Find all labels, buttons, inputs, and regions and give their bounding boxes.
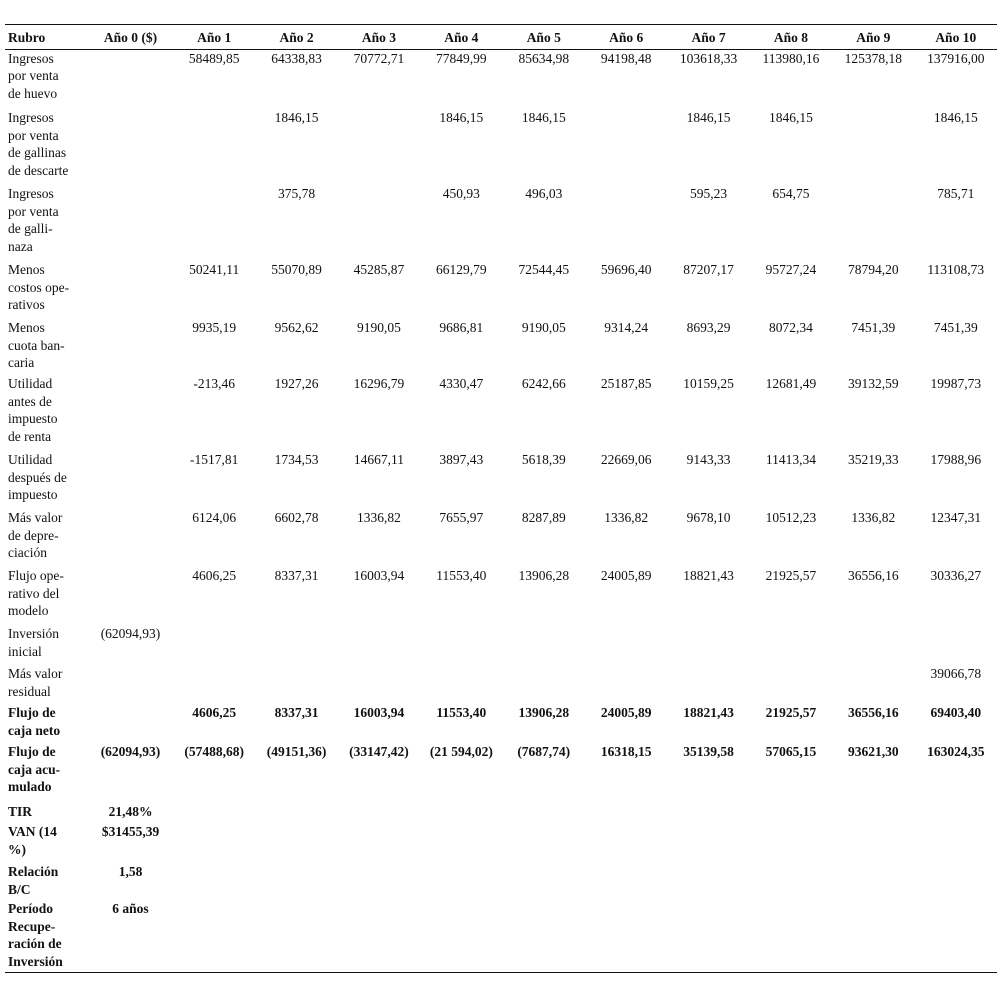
cell-year-6	[585, 109, 667, 185]
table-row	[5, 451, 997, 509]
cell-year-0	[88, 319, 173, 375]
cell-year-9: 36556,16	[848, 568, 899, 583]
row-label-line: Flujo ope-	[8, 568, 64, 583]
row-label-line: caja neto	[8, 722, 61, 738]
cell-year-4	[420, 900, 502, 972]
cell-year-7: 18821,43	[683, 568, 734, 583]
row-label	[5, 567, 88, 625]
cell-year-3	[338, 863, 420, 900]
row-label-line: impuesto	[8, 411, 58, 426]
cell-year-3: (33147,42)	[349, 744, 409, 759]
cell-year-1: 4606,25	[192, 568, 237, 583]
cell-year-10	[915, 900, 997, 972]
cell-year-2	[255, 863, 337, 900]
table-header-row	[5, 25, 997, 50]
cell-year-5	[503, 625, 585, 665]
cell-year-7: 35139,58	[683, 744, 734, 759]
cell-year-3: 1336,82	[357, 510, 401, 525]
table-row	[5, 823, 997, 863]
cell-year-3	[338, 185, 420, 261]
row-label-line: VAN (14	[8, 824, 57, 839]
cell-year-4: 77849,99	[436, 50, 487, 66]
row-label-line: cuota ban-	[8, 337, 65, 353]
cell-year-3	[338, 803, 420, 823]
row-label-line: de renta	[8, 428, 52, 444]
cell-year-10: 39066,78	[930, 666, 982, 681]
cell-year-4: 7655,97	[439, 510, 484, 525]
cell-year-6	[585, 863, 667, 900]
table-body	[5, 49, 997, 972]
cell-year-7: 595,23	[689, 186, 728, 201]
cell-year-3	[338, 823, 420, 863]
cell-year-10: 17988,96	[930, 452, 982, 467]
column-header-2: Año 2	[255, 25, 337, 50]
cell-year-9: 36556,16	[848, 705, 899, 720]
cell-year-1: 9935,19	[192, 320, 237, 335]
cell-year-0: 1,58	[118, 864, 143, 879]
table-row	[5, 803, 997, 823]
row-label	[5, 319, 88, 375]
table-row	[5, 665, 997, 704]
cell-year-0	[88, 665, 173, 704]
cell-year-9	[832, 625, 914, 665]
row-label-line: caria	[8, 355, 35, 370]
cell-year-5: 6242,66	[521, 376, 566, 391]
cell-year-8: 10512,23	[765, 510, 817, 525]
cell-year-0	[88, 451, 173, 509]
cell-year-6: 94198,48	[600, 50, 652, 66]
cell-year-6	[585, 625, 667, 665]
cell-year-2: 1846,15	[274, 110, 319, 125]
table-row	[5, 375, 997, 451]
cell-year-10: 19987,73	[930, 376, 982, 391]
cell-year-6: 22669,06	[600, 452, 652, 467]
cell-year-1: 6124,06	[192, 510, 237, 525]
row-label-line: de galli-	[8, 221, 53, 236]
cell-year-0: (62094,93)	[100, 626, 161, 641]
row-label-line: de descarte	[8, 162, 69, 178]
cell-year-7: 10159,25	[683, 376, 734, 391]
cell-year-6	[585, 803, 667, 823]
cell-year-2: 1927,26	[274, 376, 319, 391]
cell-year-7	[667, 665, 749, 704]
row-label-line: por venta	[8, 203, 59, 219]
cell-year-4: 66129,79	[436, 262, 487, 277]
cell-year-7	[667, 863, 749, 900]
cell-year-1	[173, 863, 255, 900]
cell-year-3	[338, 109, 420, 185]
cell-year-9	[832, 863, 914, 900]
row-label-line: TIR	[8, 804, 33, 819]
cell-year-4: 11553,40	[436, 568, 487, 583]
cell-year-1	[173, 900, 255, 972]
row-label	[5, 451, 88, 509]
cell-year-1	[173, 109, 255, 185]
row-label	[5, 185, 88, 261]
row-label-line: %)	[8, 841, 26, 857]
column-header-6: Año 6	[585, 25, 667, 50]
cell-year-9	[832, 803, 914, 823]
cell-year-5	[503, 823, 585, 863]
row-label-line: Flujo de	[8, 744, 56, 759]
column-header-4: Año 4	[420, 25, 502, 50]
cell-year-2: (49151,36)	[266, 744, 327, 759]
row-label	[5, 704, 88, 743]
row-label	[5, 49, 88, 109]
cell-year-5: (7687,74)	[517, 744, 571, 759]
row-label-line: caja acu-	[8, 761, 61, 777]
cell-year-3	[338, 900, 420, 972]
row-label-line: Relación	[8, 864, 59, 879]
row-label-line: rativos	[8, 297, 45, 312]
row-label-line: de depre-	[8, 527, 59, 543]
row-label-line: Utilidad	[8, 452, 53, 467]
cell-year-1: -213,46	[193, 376, 235, 391]
column-header-10: Año 10	[915, 25, 997, 50]
row-label-line: rativo del	[8, 585, 60, 601]
cell-year-1	[173, 185, 255, 261]
column-header-8: Año 8	[750, 25, 832, 50]
row-label-line: Período	[8, 901, 53, 916]
cell-year-9	[832, 665, 914, 704]
cell-year-6: 1336,82	[604, 510, 649, 525]
cell-year-1	[173, 625, 255, 665]
row-label-line: Inversión	[8, 953, 63, 969]
cell-year-5: 85634,98	[518, 50, 570, 66]
cell-year-8: 95727,24	[765, 262, 817, 277]
row-label	[5, 823, 88, 863]
cell-year-5: 13906,28	[518, 568, 570, 583]
row-label-line: residual	[8, 683, 51, 699]
cell-year-1: (57488,68)	[184, 744, 244, 759]
row-label	[5, 665, 88, 704]
cell-year-7	[667, 803, 749, 823]
cell-year-4: 3897,43	[439, 452, 484, 467]
row-label-line: Ingresos	[8, 50, 54, 66]
row-label-line: Más valor	[8, 510, 63, 525]
row-label-line: ración de	[8, 936, 62, 951]
cell-year-10: 30336,27	[930, 568, 982, 583]
cell-year-5	[503, 803, 585, 823]
cell-year-2	[255, 665, 337, 704]
cell-year-9: 93621,30	[848, 744, 899, 759]
cell-year-5: 13906,28	[518, 705, 570, 720]
cell-year-4: (21 594,02)	[429, 744, 493, 759]
cell-year-7: 87207,17	[683, 262, 734, 277]
row-label	[5, 863, 88, 900]
cell-year-1: -1517,81	[190, 452, 239, 467]
cell-year-6: 16318,15	[600, 744, 652, 759]
cash-flow-table	[5, 24, 997, 973]
cell-year-3: 16003,94	[353, 568, 405, 583]
cell-year-2: 55070,89	[271, 262, 322, 277]
cell-year-3: 16003,94	[353, 705, 405, 720]
cell-year-8	[750, 625, 832, 665]
column-header-0: Año 0 ($)	[88, 25, 173, 50]
cell-year-5: 5618,39	[521, 452, 566, 467]
cell-year-8	[750, 863, 832, 900]
cell-year-6: 24005,89	[600, 568, 652, 583]
row-label-line: ciación	[8, 545, 47, 560]
table-row	[5, 109, 997, 185]
cell-year-0	[88, 261, 173, 319]
cell-year-0	[88, 375, 173, 451]
cell-year-0	[88, 509, 173, 567]
row-label-line: costos ope-	[8, 279, 70, 295]
cell-year-2	[255, 625, 337, 665]
cell-year-3: 14667,11	[353, 452, 405, 467]
cell-year-5: 9190,05	[521, 320, 566, 335]
column-header-rubro: Rubro	[5, 25, 88, 50]
cell-year-7: 9678,10	[686, 510, 731, 525]
cell-year-0: 21,48%	[108, 804, 153, 819]
cell-year-7: 1846,15	[686, 110, 731, 125]
cell-year-8	[750, 823, 832, 863]
row-label-line: Recupe-	[8, 918, 56, 934]
row-label-line: mulado	[8, 779, 52, 794]
row-label	[5, 375, 88, 451]
cell-year-8: 654,75	[772, 186, 810, 201]
row-label	[5, 900, 88, 972]
cell-year-9: 1336,82	[851, 510, 896, 525]
cell-year-9: 78794,20	[848, 262, 899, 277]
cell-year-10: 12347,31	[930, 510, 982, 525]
row-label-line: B/C	[8, 881, 31, 897]
cell-year-1: 50241,11	[189, 262, 240, 277]
cell-year-6	[585, 185, 667, 261]
cell-year-10	[915, 803, 997, 823]
cell-year-2: 9562,62	[274, 320, 319, 335]
row-label	[5, 743, 88, 803]
cell-year-8: 57065,15	[765, 744, 817, 759]
cell-year-4	[420, 803, 502, 823]
row-label	[5, 803, 88, 823]
cell-year-2: 375,78	[278, 186, 316, 201]
table-row	[5, 743, 997, 803]
row-label-line: de huevo	[8, 85, 58, 101]
cell-year-7	[667, 823, 749, 863]
cell-year-2: 8337,31	[274, 705, 319, 720]
table-row	[5, 900, 997, 972]
cell-year-5	[503, 665, 585, 704]
table-row	[5, 704, 997, 743]
cell-year-3: 70772,71	[353, 50, 405, 66]
cell-year-9	[832, 823, 914, 863]
row-label	[5, 261, 88, 319]
cell-year-10: 785,71	[937, 186, 975, 201]
cell-year-8	[750, 900, 832, 972]
row-label-line: Inversión	[8, 626, 59, 641]
cell-year-0: $31455,39	[101, 824, 160, 839]
cell-year-10: 69403,40	[930, 705, 982, 720]
cell-year-7: 9143,33	[686, 452, 731, 467]
cell-year-1: 58489,85	[188, 50, 240, 66]
row-label-line: Menos	[8, 262, 45, 277]
row-label	[5, 625, 88, 665]
cell-year-2	[255, 900, 337, 972]
cell-year-9	[832, 109, 914, 185]
cell-year-3	[338, 665, 420, 704]
cell-year-10	[915, 863, 997, 900]
cell-year-8: 11413,34	[765, 452, 816, 467]
cell-year-5	[503, 900, 585, 972]
cell-year-9: 35219,33	[848, 452, 899, 467]
cell-year-10	[915, 625, 997, 665]
cell-year-10: 1846,15	[933, 110, 978, 125]
cell-year-6: 25187,85	[600, 376, 652, 391]
cell-year-9	[832, 185, 914, 261]
cell-year-5	[503, 863, 585, 900]
row-label-line: Utilidad	[8, 376, 53, 391]
row-label	[5, 509, 88, 567]
cell-year-8: 21925,57	[765, 568, 817, 583]
cell-year-8: 1846,15	[768, 110, 813, 125]
cell-year-4: 1846,15	[439, 110, 484, 125]
row-label-line: inicial	[8, 643, 42, 659]
row-label-line: impuesto	[8, 487, 58, 502]
cell-year-6	[585, 823, 667, 863]
row-label-line: Ingresos	[8, 110, 54, 125]
cell-year-3: 16296,79	[353, 376, 405, 391]
cell-year-0	[88, 704, 173, 743]
cell-year-0	[88, 49, 173, 109]
table-row	[5, 509, 997, 567]
cell-year-0	[88, 185, 173, 261]
cell-year-6	[585, 665, 667, 704]
cell-year-8	[750, 803, 832, 823]
column-header-7: Año 7	[667, 25, 749, 50]
cell-year-0: (62094,93)	[100, 744, 161, 759]
table-row	[5, 185, 997, 261]
cell-year-9	[832, 900, 914, 972]
cell-year-7: 18821,43	[683, 705, 734, 720]
cell-year-6: 24005,89	[600, 705, 652, 720]
cell-year-9: 39132,59	[848, 376, 899, 391]
cell-year-4	[420, 863, 502, 900]
cell-year-8: 21925,57	[765, 705, 817, 720]
cell-year-1	[173, 803, 255, 823]
cell-year-3	[338, 625, 420, 665]
column-header-3: Año 3	[338, 25, 420, 50]
table-row	[5, 863, 997, 900]
cell-year-5: 1846,15	[521, 110, 566, 125]
row-label-line: antes de	[8, 393, 52, 409]
cell-year-5: 8287,89	[521, 510, 566, 525]
cell-year-9: 125378,18	[844, 50, 902, 66]
cell-year-3: 45285,87	[353, 262, 405, 277]
column-header-1: Año 1	[173, 25, 255, 50]
cell-year-5: 496,03	[525, 186, 563, 201]
cell-year-2	[255, 823, 337, 863]
column-header-9: Año 9	[832, 25, 914, 50]
cell-year-2: 6602,78	[274, 510, 319, 525]
cell-year-6: 59696,40	[600, 262, 652, 277]
table-row	[5, 49, 997, 109]
cell-year-5: 72544,45	[518, 262, 570, 277]
table-row	[5, 319, 997, 375]
cell-year-7	[667, 625, 749, 665]
cell-year-10: 163024,35	[927, 744, 985, 759]
cell-year-2: 8337,31	[274, 568, 319, 583]
cell-year-1	[173, 823, 255, 863]
cell-year-10	[915, 823, 997, 863]
cell-year-7: 8693,29	[686, 320, 731, 335]
cell-year-8: 113980,16	[762, 50, 820, 66]
cell-year-10: 7451,39	[933, 320, 978, 335]
row-label-line: después de	[8, 469, 67, 485]
row-label-line: por venta	[8, 127, 59, 143]
cell-year-10: 113108,73	[927, 262, 985, 277]
cell-year-2: 1734,53	[274, 452, 319, 467]
cell-year-6: 9314,24	[604, 320, 649, 335]
cell-year-7: 103618,33	[679, 50, 738, 66]
cell-year-9: 7451,39	[851, 320, 896, 335]
cell-year-6	[585, 900, 667, 972]
row-label-line: Flujo de	[8, 705, 56, 720]
row-label-line: naza	[8, 238, 33, 254]
cell-year-3: 9190,05	[357, 320, 401, 335]
cell-year-2	[255, 803, 337, 823]
row-label-line: de gallinas	[8, 145, 67, 160]
cell-year-4	[420, 665, 502, 704]
table-row	[5, 567, 997, 625]
cell-year-4: 9686,81	[439, 320, 484, 335]
cell-year-8: 8072,34	[768, 320, 813, 335]
cell-year-2: 64338,83	[271, 50, 322, 66]
cell-year-1: 4606,25	[192, 705, 237, 720]
cell-year-4	[420, 823, 502, 863]
cell-year-0: 6 años	[88, 900, 173, 972]
row-label-line: por venta	[8, 68, 59, 83]
cell-year-0	[88, 567, 173, 625]
row-label-line: modelo	[8, 603, 49, 618]
cell-year-4: 4330,47	[439, 376, 484, 391]
row-label-line: Más valor	[8, 666, 63, 681]
cell-year-8	[750, 665, 832, 704]
row-label-line: Ingresos	[8, 186, 54, 201]
cell-year-8: 12681,49	[765, 376, 817, 391]
cell-year-7	[667, 900, 749, 972]
column-header-5: Año 5	[503, 25, 585, 50]
row-label	[5, 109, 88, 185]
cell-year-10: 137916,00	[927, 50, 985, 66]
cell-year-4: 450,93	[442, 186, 480, 201]
table-row	[5, 625, 997, 665]
cell-year-1	[173, 665, 255, 704]
row-label-line: Menos	[8, 320, 45, 335]
cell-year-0	[88, 109, 173, 185]
table-row	[5, 261, 997, 319]
cell-year-4	[420, 625, 502, 665]
cell-year-4: 11553,40	[436, 705, 487, 720]
